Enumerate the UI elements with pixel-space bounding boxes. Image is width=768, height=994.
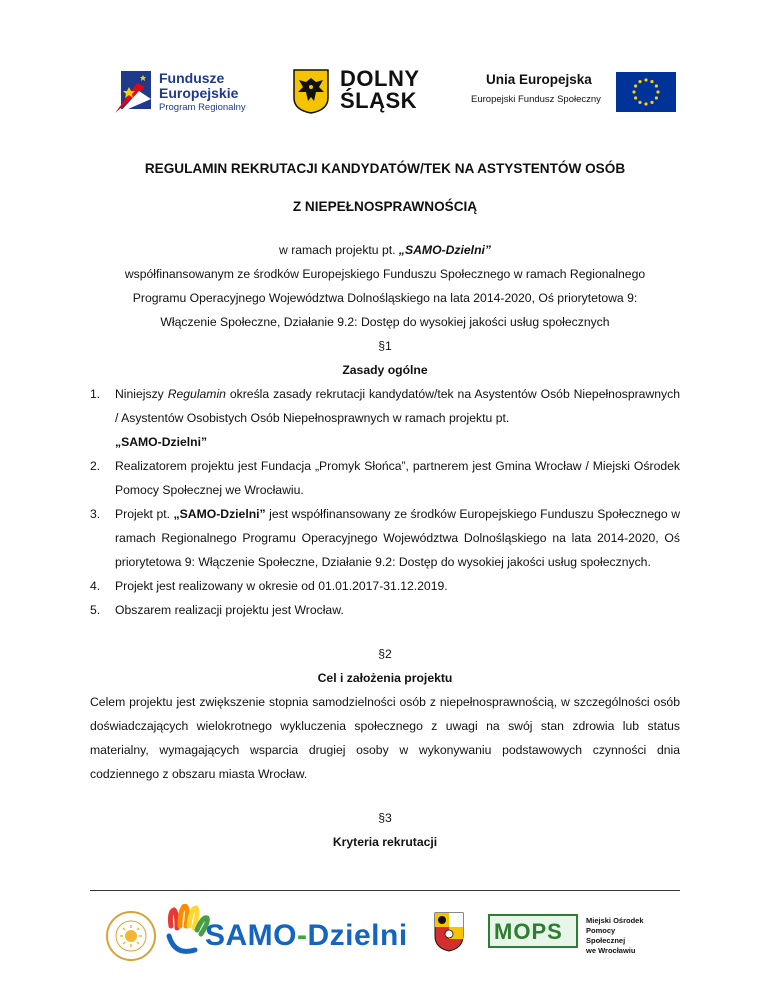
mops-badge (488, 914, 578, 948)
ue-line1: Unia Europejska (486, 72, 592, 87)
header-logos (0, 60, 768, 130)
footer-divider (90, 890, 680, 891)
eu-star-icon (650, 101, 653, 104)
eu-star-icon (644, 102, 647, 105)
intro-block (90, 238, 680, 334)
mops-caption (586, 916, 652, 956)
regulation-document (90, 150, 680, 854)
samo-word: SAMO (205, 919, 297, 952)
mops-line3: we Wrocławiu (586, 946, 636, 955)
mops-line2: Pomocy Społecznej (586, 926, 626, 945)
list-item (90, 382, 680, 454)
unia-europejska-logo (466, 72, 686, 122)
list-item-number: 4. (90, 579, 101, 593)
intro-line4: Włączenie Społeczne, Działanie 9.2: Dostęp do wysokiej jakości usług społecznych (160, 315, 610, 329)
ds-line2: ŚLĄSK (340, 88, 418, 113)
mops-line1: Miejski Ośrodek (586, 916, 644, 925)
eu-star-icon (644, 78, 647, 81)
dzielni-word: Dzielni (307, 919, 408, 952)
samo-dash: - (297, 919, 308, 952)
intro-line2: współfinansowanym ze środków Europejskiego Funduszu Społecznego w ramach Regionalnego (124, 267, 646, 281)
item2-text: Realizatorem projektu jest Fundacja „Promyk Słońca”, partnerem jest Gmina Wrocław / Miejski Ośrodek Pomocy Społecznej we Wrocławiu. (115, 459, 680, 497)
section2-mark: §2 (378, 647, 392, 661)
item1-text-c: określa zasady rekrutacji kandydatów/tek na Asystentów Osób Niepełnosprawnych / Asystentów Osobistych Osób Niepełnosprawnych w ramach projektu pt. (115, 387, 680, 425)
item1-project-name: „SAMO-Dzielni” (115, 435, 208, 449)
mops-logo (488, 914, 652, 955)
eu-star-icon (655, 84, 658, 87)
samo-dzielni-wordmark (205, 918, 408, 954)
ue-line2: Europejski Fundusz Społeczny (471, 94, 601, 105)
fundusze-europejskie-text (159, 71, 246, 114)
wroclaw-coat-of-arms-icon (434, 912, 464, 952)
eu-star-icon (634, 96, 637, 99)
eu-flag-icon (616, 72, 676, 112)
intro-line3: Programu Operacyjnego Województwa Dolnośląskiego na lata 2014-2020, Oś priorytetowa 9: (132, 291, 638, 305)
eu-star-icon (638, 101, 641, 104)
document-title-line2: Z NIEPEŁNOSPRAWNOŚCIĄ (292, 199, 478, 214)
document-title-line1: REGULAMIN REKRUTACJI KANDYDATÓW/TEK NA ASTYSTENTÓW OSÓB (144, 161, 626, 176)
fe-line1: Fundusze (159, 70, 225, 86)
list-item (90, 598, 680, 622)
list-item (90, 454, 680, 502)
dolny-slask-eagle-icon (292, 68, 330, 114)
list-item-number: 5. (90, 603, 101, 617)
list-item (90, 502, 680, 574)
dolny-slask-wordmark (340, 68, 420, 112)
eu-star-icon (634, 84, 637, 87)
section1-mark: §1 (378, 339, 392, 353)
mops-wordmark: MOPS (494, 919, 563, 944)
fe-line2: Europejskie (159, 85, 239, 101)
eu-star-icon (650, 80, 653, 83)
section3-mark: §3 (378, 811, 392, 825)
item1-text-regulamin: Regulamin (167, 387, 226, 401)
intro-project-name: „SAMO-Dzielni” (398, 243, 491, 257)
list-item-number: 2. (90, 459, 101, 473)
intro-line1 (90, 238, 680, 262)
footer-logos (0, 898, 768, 968)
fe-line3: Program Regionalny (159, 102, 246, 113)
fundusze-europejskie-logo (115, 65, 255, 120)
list-item-number: 3. (90, 507, 101, 521)
dolny-slask-logo (292, 68, 432, 118)
section3-title: Kryteria rekrutacji (332, 835, 438, 849)
section2-title: Cel i założenia projektu (317, 671, 453, 685)
eu-star-icon (655, 96, 658, 99)
item3-project-name: „SAMO-Dzielni” (173, 507, 266, 521)
promyk-slonca-seal-icon (105, 910, 157, 962)
section2-text: Celem projektu jest zwiększenie stopnia samodzielności osób z niepełnosprawnością, w szczególności osób doświadczających wielokrotnego wykluczenia społecznego z uwagi na swój stan zdrowia lub status materialny, wymagających wsparcia drugiej osoby w wykonywaniu podstawowych czynności dnia codziennego z obszaru miasta Wrocław. (90, 695, 680, 781)
item1-text-a: Niniejszy (115, 387, 164, 401)
eu-star-icon (638, 80, 641, 83)
section1-title: Zasady ogólne (342, 363, 428, 377)
ds-line1: DOLNY (340, 66, 420, 91)
samo-dzielni-logo (165, 898, 410, 960)
item5-text: Obszarem realizacji projektu jest Wrocław. (115, 603, 344, 617)
list-item-number: 1. (90, 387, 101, 401)
item3-text-c: jest współfinansowany ze środków Europejskiego Funduszu Społecznego w ramach Regionalnego Programu Operacyjnego Województwa Dolnośląskiego na lata 2014-2020, Oś priorytetowa 9: Włączenie Społeczne, Działanie 9.2: Dostęp do wysokiej jakości usług społecznych. (115, 507, 680, 569)
list-item (90, 574, 680, 598)
intro-prefix: w ramach projektu pt. (279, 243, 396, 257)
section1-list (90, 382, 680, 622)
eu-star-icon (632, 90, 635, 93)
eu-star-icon (656, 90, 659, 93)
item3-text-a: Projekt pt. (115, 507, 171, 521)
item4-text: Projekt jest realizowany w okresie od 01.01.2017-31.12.2019. (115, 579, 448, 593)
fundusze-europejskie-flag-icon (115, 69, 155, 113)
